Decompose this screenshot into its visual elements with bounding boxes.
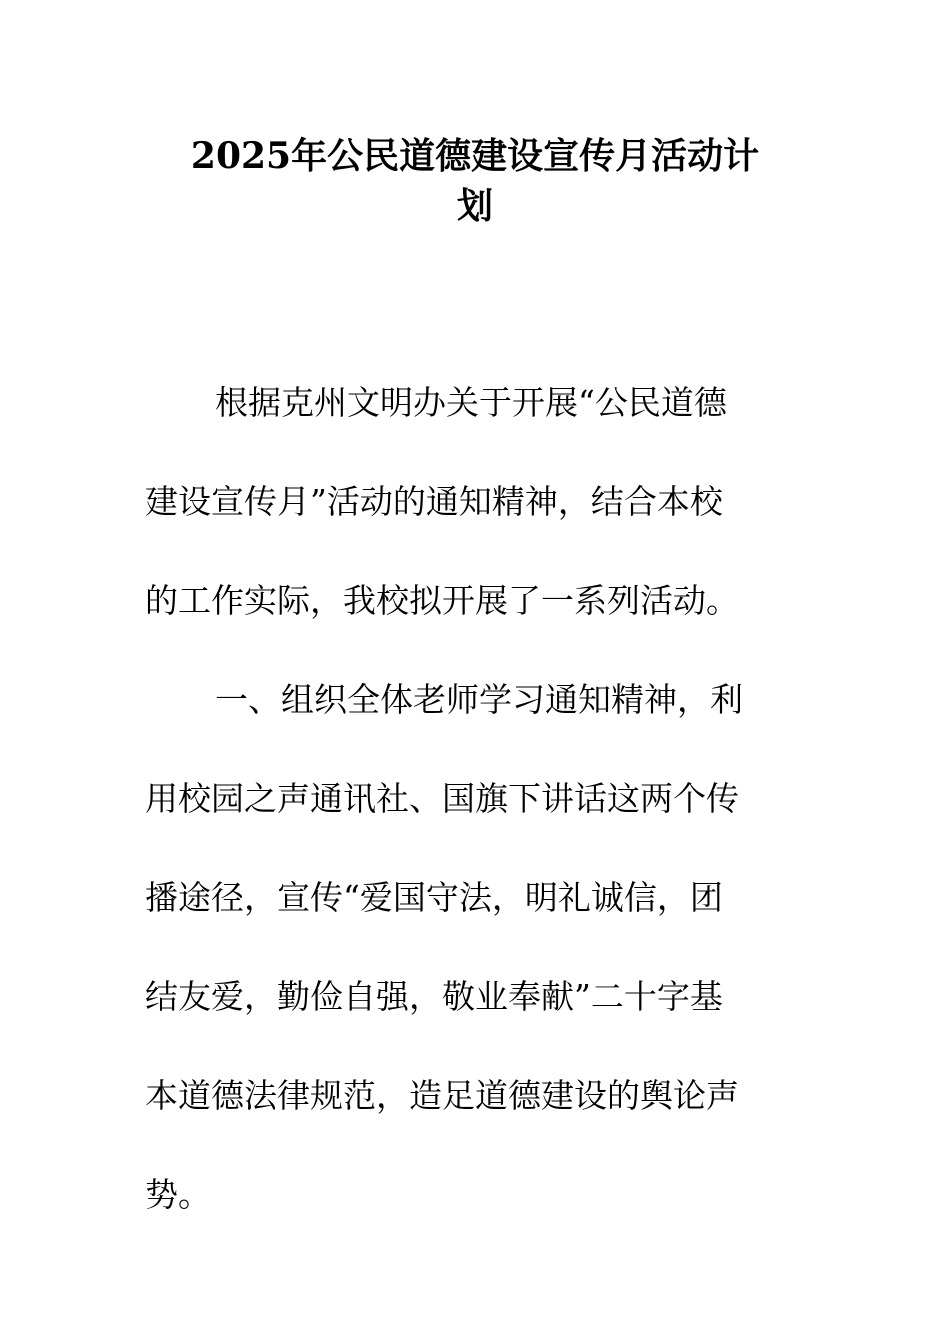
document-title-line-2: 划 bbox=[456, 185, 493, 227]
paragraph-line: 播途径，宣传“爱国守法，明礼诚信，团 bbox=[145, 878, 723, 917]
document-title-line-1: 2025年公民道德建设宣传月活动计 bbox=[190, 135, 760, 177]
paragraph-line: 本道德法律规范，造足道德建设的舆论声 bbox=[145, 1076, 739, 1115]
paragraph-line: 根据克州文明办关于开展“公民道德 bbox=[215, 383, 727, 422]
paragraph-line: 一、组织全体老师学习通知精神，利 bbox=[215, 680, 743, 719]
paragraph-line: 建设宣传月”活动的通知精神，结合本校 bbox=[145, 482, 723, 521]
paragraph-line: 势。 bbox=[145, 1175, 211, 1214]
paragraph-line: 用校园之声通讯社、国旗下讲话这两个传 bbox=[145, 779, 739, 818]
paragraph-line: 的工作实际，我校拟开展了一系列活动。 bbox=[145, 581, 739, 620]
paragraph-line: 结友爱，勤俭自强，敬业奉献”二十字基 bbox=[145, 977, 723, 1016]
